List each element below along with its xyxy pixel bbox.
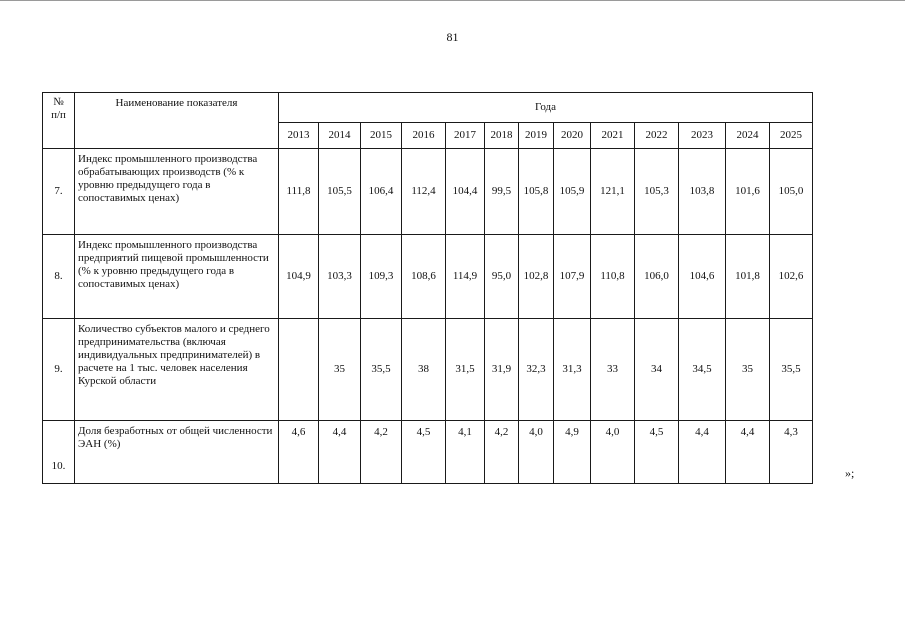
year-header: 2018 xyxy=(485,123,519,149)
value-cell: 4,5 xyxy=(402,421,446,484)
header-row-number-label: № п/п xyxy=(51,96,66,121)
value-cell: 121,1 xyxy=(591,149,635,235)
value-cell: 99,5 xyxy=(485,149,519,235)
value-cell: 34,5 xyxy=(679,319,726,421)
value-cell: 104,6 xyxy=(679,235,726,319)
header-indicator-name xyxy=(75,93,279,149)
year-header: 2025 xyxy=(770,123,813,149)
value-cell: 105,0 xyxy=(770,149,813,235)
year-header: 2015 xyxy=(361,123,402,149)
value-cell: 109,3 xyxy=(361,235,402,319)
year-header: 2020 xyxy=(554,123,591,149)
table-row xyxy=(43,319,813,421)
value-cell: 107,9 xyxy=(554,235,591,319)
value-cell: 38 xyxy=(402,319,446,421)
value-cell: 4,4 xyxy=(319,421,361,484)
row-number: 9. xyxy=(43,319,75,421)
value-cell: 106,0 xyxy=(635,235,679,319)
year-header: 2023 xyxy=(679,123,726,149)
indicators-table xyxy=(42,92,813,484)
value-cell: 31,9 xyxy=(485,319,519,421)
value-cell: 35,5 xyxy=(770,319,813,421)
value-cell: 108,6 xyxy=(402,235,446,319)
row-number: 10. xyxy=(43,421,75,484)
value-cell: 4,1 xyxy=(446,421,485,484)
page-number: 81 xyxy=(446,30,459,44)
value-cell: 105,5 xyxy=(319,149,361,235)
value-cell: 105,8 xyxy=(519,149,554,235)
value-cell: 35 xyxy=(726,319,770,421)
value-cell: 114,9 xyxy=(446,235,485,319)
value-cell: 4,0 xyxy=(519,421,554,484)
value-cell: 110,8 xyxy=(591,235,635,319)
value-cell: 4,4 xyxy=(679,421,726,484)
value-cell: 112,4 xyxy=(402,149,446,235)
value-cell: 4,4 xyxy=(726,421,770,484)
year-header: 2019 xyxy=(519,123,554,149)
value-cell: 32,3 xyxy=(519,319,554,421)
value-cell: 104,4 xyxy=(446,149,485,235)
year-header: 2014 xyxy=(319,123,361,149)
table-row xyxy=(43,421,813,484)
table-row xyxy=(43,235,813,319)
value-cell: 111,8 xyxy=(279,149,319,235)
indicator-name: Индекс промышленного производства предприятий пищевой промышленности (% к уровню предыдущего года в сопоставимых ценах) xyxy=(75,235,279,319)
value-cell: 101,8 xyxy=(726,235,770,319)
value-cell: 105,9 xyxy=(554,149,591,235)
value-cell: 35,5 xyxy=(361,319,402,421)
row-number: 8. xyxy=(43,235,75,319)
value-cell: 31,5 xyxy=(446,319,485,421)
year-header: 2016 xyxy=(402,123,446,149)
value-cell: 4,3 xyxy=(770,421,813,484)
year-header: 2021 xyxy=(591,123,635,149)
value-cell: 103,8 xyxy=(679,149,726,235)
year-header: 2024 xyxy=(726,123,770,149)
value-cell: 34 xyxy=(635,319,679,421)
value-cell: 4,2 xyxy=(361,421,402,484)
year-header: 2013 xyxy=(279,123,319,149)
value-cell: 4,0 xyxy=(591,421,635,484)
value-cell: 104,9 xyxy=(279,235,319,319)
value-cell: 35 xyxy=(319,319,361,421)
header-years-group xyxy=(279,93,813,123)
value-cell: 95,0 xyxy=(485,235,519,319)
value-cell: 101,6 xyxy=(726,149,770,235)
value-cell: 4,5 xyxy=(635,421,679,484)
header-indicator-name-label: Наименование показателя xyxy=(115,97,238,109)
value-cell: 103,3 xyxy=(319,235,361,319)
value-cell: 102,6 xyxy=(770,235,813,319)
page-top-edge xyxy=(0,0,905,1)
value-cell: 105,3 xyxy=(635,149,679,235)
value-cell: 33 xyxy=(591,319,635,421)
row-number: 7. xyxy=(43,149,75,235)
value-cell: 102,8 xyxy=(519,235,554,319)
year-header: 2022 xyxy=(635,123,679,149)
value-cell: 4,2 xyxy=(485,421,519,484)
indicator-name: Количество субъектов малого и среднего предпринимательства (включая индивидуальных предпринимателей) в расчете на 1 тыс. человек населения Курской области xyxy=(75,319,279,421)
value-cell: 4,9 xyxy=(554,421,591,484)
value-cell: 31,3 xyxy=(554,319,591,421)
indicator-name: Доля безработных от общей численности ЭАН (%) xyxy=(75,421,279,484)
header-row-number xyxy=(43,93,75,149)
header-years-group-label: Года xyxy=(534,101,557,113)
year-header: 2017 xyxy=(446,123,485,149)
value-cell xyxy=(279,319,319,421)
closing-quote-mark: »; xyxy=(845,466,855,480)
table-row xyxy=(43,149,813,235)
value-cell: 106,4 xyxy=(361,149,402,235)
value-cell: 4,6 xyxy=(279,421,319,484)
indicator-name: Индекс промышленного производства обрабатывающих производств (% к уровню предыдущего года в сопоставимых ценах) xyxy=(75,149,279,235)
